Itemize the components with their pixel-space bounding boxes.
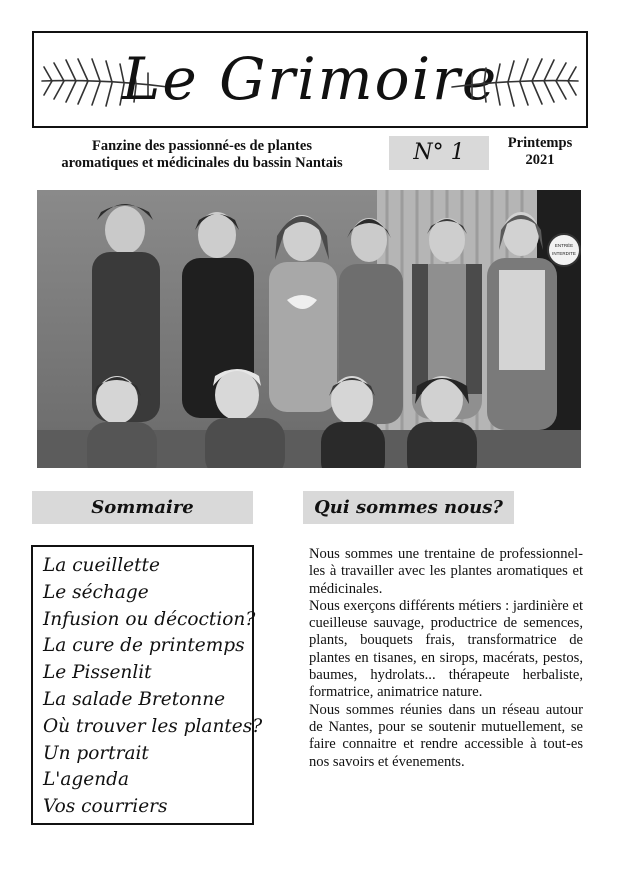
group-photo-image bbox=[37, 190, 581, 468]
toc-item[interactable]: Un portrait bbox=[43, 742, 149, 764]
subtitle-line-2: aromatiques et médicinales du bassin Nantais bbox=[61, 155, 343, 171]
sommaire-heading: Sommaire bbox=[32, 491, 253, 524]
about-paragraph: Nous sommes une trentaine de professionnel-les à travailler avec les plantes aromatiques et médicinales. bbox=[309, 546, 583, 597]
fern-right-icon bbox=[450, 51, 580, 111]
toc-item[interactable]: Le Pissenlit bbox=[43, 662, 152, 684]
svg-text:INTERDITE: INTERDITE bbox=[552, 251, 576, 256]
about-heading: Qui sommes nous? bbox=[303, 491, 514, 524]
sommaire-list bbox=[31, 545, 263, 825]
toc-item[interactable]: Vos courriers bbox=[43, 796, 168, 818]
season-date bbox=[500, 135, 580, 169]
toc-item[interactable]: La cure de printemps bbox=[43, 635, 245, 657]
toc-item[interactable]: La salade Bretonne bbox=[43, 688, 226, 710]
about-text bbox=[303, 546, 583, 771]
subtitle-line-1: Fanzine des passionné-es de plantes bbox=[92, 138, 312, 154]
season-label: Printemps bbox=[507, 135, 573, 151]
issue-number: N° 1 bbox=[389, 136, 489, 170]
subtitle bbox=[32, 138, 372, 172]
sign-text: ENTRÉE bbox=[554, 243, 574, 248]
toc-item[interactable]: Infusion ou décoction? bbox=[43, 608, 256, 630]
year-label: 2021 bbox=[525, 152, 555, 168]
masthead bbox=[32, 31, 588, 128]
about-paragraph: Nous exerçons différents métiers : jardinière et cueilleuse sauvage, productrice de semences, plants, bouquets frais, transformatrice de plantes en tisanes, en sirops, macérats, pestos, baumes, hydrolats... thérapeute herbaliste, formatrice, animatrice nature. bbox=[309, 597, 583, 701]
toc-item[interactable]: La cueillette bbox=[43, 555, 160, 576]
group-photo bbox=[37, 190, 581, 468]
newsletter-title: Le Grimoire bbox=[121, 45, 499, 113]
toc-item[interactable]: Le séchage bbox=[43, 581, 149, 603]
about-paragraph: Nous sommes réunies dans un réseau autour de Nantes, pour se soutenir mutuellement, se faire connaitre et rendre accessible à tout-es nos savoirs et évenements. bbox=[309, 701, 583, 770]
toc-item[interactable]: L'agenda bbox=[43, 769, 129, 791]
toc-item[interactable]: Où trouver les plantes? bbox=[43, 715, 263, 737]
